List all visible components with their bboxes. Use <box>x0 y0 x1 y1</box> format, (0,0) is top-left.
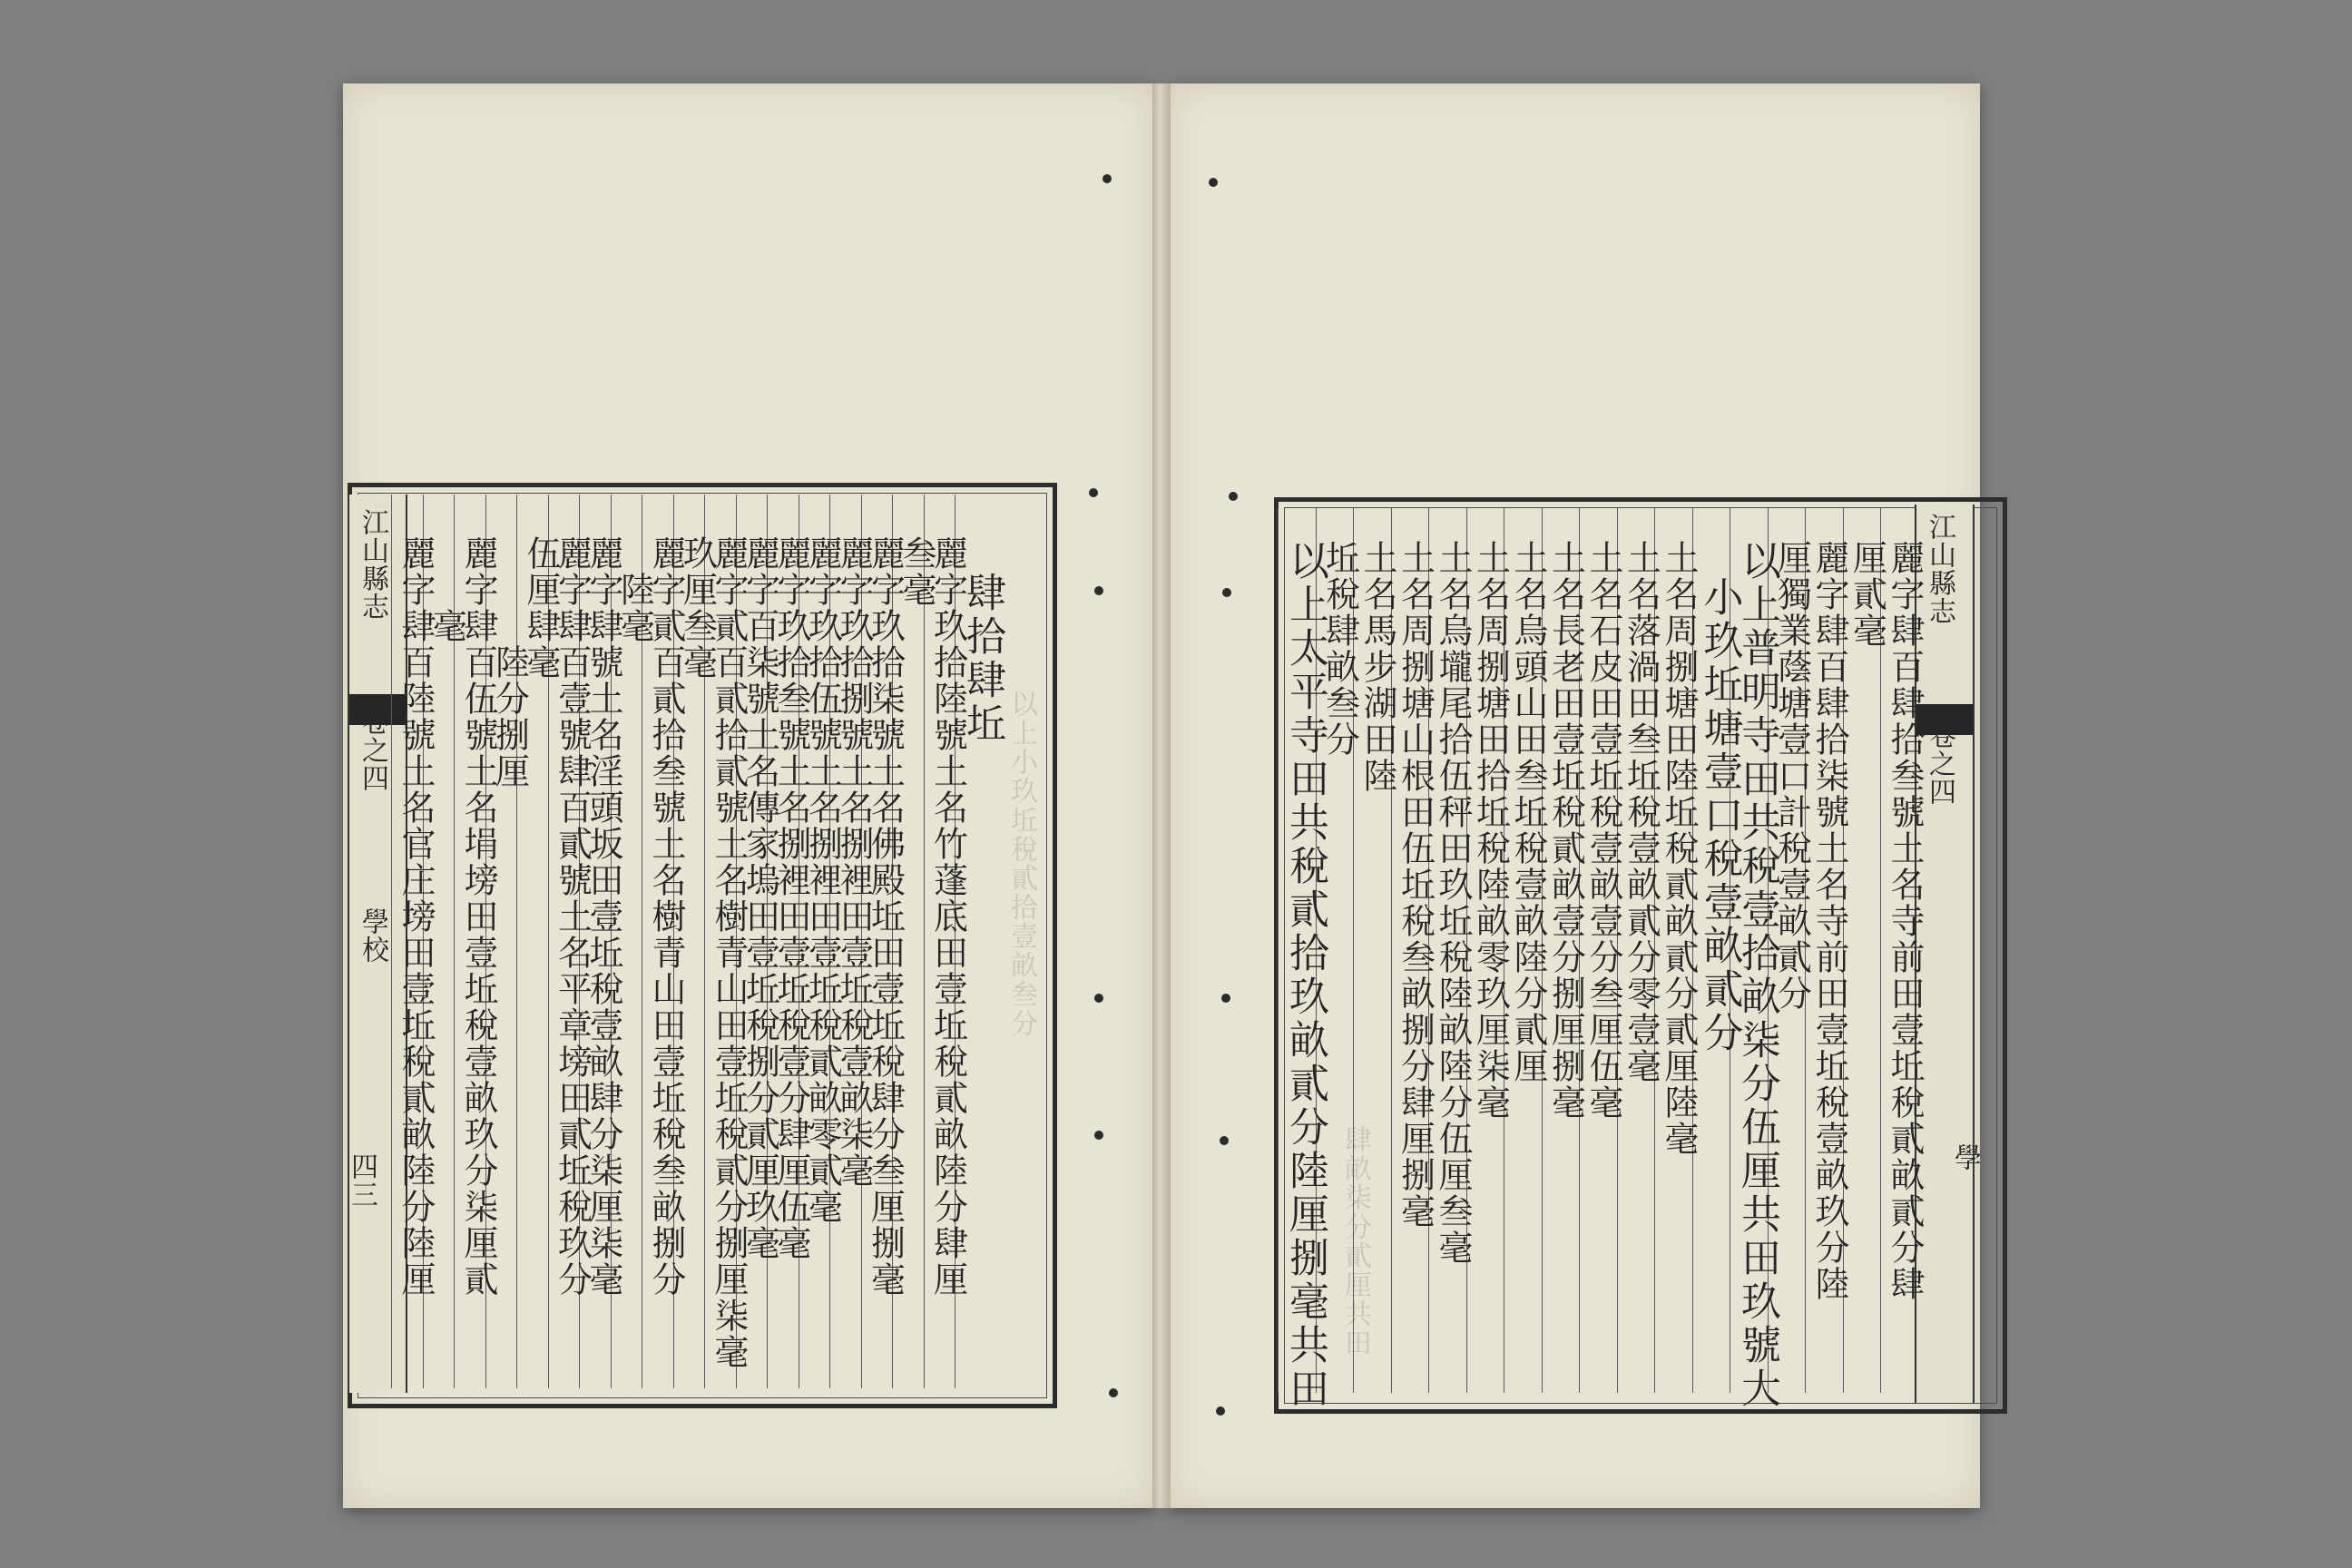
binding-hole <box>1216 1406 1225 1416</box>
text-column: 麗字肆百陸號土名官庄塝田壹坵稅貳畝陸分陸厘 <box>396 535 436 1298</box>
text-column: 毫 <box>426 608 467 644</box>
text-column: 以上普明寺田共稅壹拾畝柒分伍厘共田玖號大 <box>1734 540 1780 1411</box>
binding-hole <box>1094 1131 1103 1140</box>
column-rule <box>391 495 392 1388</box>
column-rule <box>924 495 925 1388</box>
text-column: 坵稅肆畝叁分 <box>1319 540 1360 758</box>
text-column: 陸毫 <box>614 572 655 644</box>
text-column: 小玖坵塘壹口稅壹畝貳分 <box>1696 576 1743 1055</box>
text-column: 土名石皮田壹坵稅壹畝壹分叁厘伍毫 <box>1583 540 1623 1121</box>
text-column: 麗字玖拾柒號土名佛殿坵田壹坵稅肆分叁厘捌毫 <box>865 535 906 1298</box>
binding-hole <box>1089 488 1098 497</box>
binding-hole <box>1220 1136 1229 1145</box>
book-gutter <box>1152 83 1171 1508</box>
text-column: 土名落渦田叁坵稅壹畝貳分零壹毫 <box>1621 540 1661 1084</box>
text-column: 麗字肆百肆拾叁號土名寺前田壹坵稅貳畝貳分肆 <box>1885 540 1925 1302</box>
binding-hole <box>1221 994 1230 1003</box>
text-column: 麗字百柒號土名傳家塢田壹坵稅捌分貳厘玖毫 <box>740 535 780 1261</box>
text-column: 麗字貳百貳拾叁號土名樹青山田壹坵稅叁畝捌分 <box>646 535 686 1298</box>
text-column: 麗字玖拾捌號土名捌裡田壹坵稅壹畝柒毫 <box>834 535 874 1189</box>
right-page-mark: 學 <box>1949 1143 1981 1171</box>
text-column: 土名周捌塘山根田伍坵稅叁畝捌分肆厘捌毫 <box>1395 540 1436 1230</box>
text-column: 土名馬步湖田陸 <box>1357 540 1397 794</box>
text-column: 玖厘叁毫 <box>677 535 718 681</box>
text-column: 麗字玖拾陸號土名竹蓬底田壹坵稅貳畝陸分肆厘 <box>927 535 968 1298</box>
column-rule <box>516 495 517 1388</box>
text-column: 麗字肆百肆拾柒號土名寺前田壹坵稅壹畝玖分陸 <box>1809 540 1849 1302</box>
text-column: 伍厘肆毫 <box>521 535 561 681</box>
binding-hole <box>1109 1388 1118 1397</box>
column-rule <box>1278 508 1279 1393</box>
left-bleed-text: 以上小玖坵稅貳拾壹畝叁分 <box>1005 690 1037 1038</box>
text-column: 厘獨業蔭塘壹口計稅壹畝貳分 <box>1771 540 1812 1012</box>
text-column: 以上太平寺田共稅貳拾玖畝貳分陸厘捌毫共田 <box>1282 540 1328 1411</box>
left-chapter-label: 卷之四 <box>357 708 388 792</box>
binding-hole <box>1209 178 1218 187</box>
right-chapter-label: 卷之四 <box>1924 721 1955 806</box>
right-bleed-text: 肆畝柒分貳厘共田 <box>1339 1125 1371 1357</box>
text-column: 土名長老田壹坵稅貳畝壹分捌厘捌毫 <box>1545 540 1586 1121</box>
text-column: 麗字玖拾叁號土名捌裡田壹坵稅壹分肆厘伍毫 <box>771 535 811 1261</box>
text-column: 陸分捌厘 <box>489 644 530 789</box>
text-column: 土名周捌塘田陸坵稅貳畝貳分貳厘陸毫 <box>1659 540 1699 1157</box>
text-column: 麗字肆百伍號土名埍塝田壹坵稅壹畝玖分柒厘貳 <box>458 535 498 1298</box>
text-column: 厘貳毫 <box>1847 540 1887 649</box>
text-column: 叁毫 <box>897 535 936 608</box>
left-section-label: 學校 <box>357 907 388 964</box>
text-column: 土名烏頭山田叁坵稅壹畝陸分貳厘 <box>1508 540 1548 1084</box>
text-column: 土名烏壠尾拾伍秤田玖坵稅陸畝陸分伍厘叁毫 <box>1433 540 1473 1266</box>
right-margin-title: 江山縣志 <box>1924 513 1955 625</box>
binding-hole <box>1222 588 1231 597</box>
binding-hole <box>1094 586 1103 595</box>
text-column: 麗字玖拾伍號土名捌裡田壹坵稅貳畝零貳毫 <box>802 535 843 1225</box>
text-column: 麗字肆號土名淫頭坂田壹坵稅壹畝肆分柒厘柒毫 <box>583 535 623 1298</box>
left-margin-title: 江山縣志 <box>357 508 388 621</box>
binding-hole <box>1229 492 1238 501</box>
text-column: 麗字肆百壹號肆百貳號土名平章塝田貳坵稅玖分 <box>552 535 593 1298</box>
text-column: 土名周捌塘田拾坵稅陸畝零玖厘柒毫 <box>1470 540 1511 1121</box>
text-column: 麗字貳百貳拾貳號土名樹青山田壹坵稅貳分捌厘柒毫 <box>709 535 749 1370</box>
binding-hole <box>1102 174 1112 183</box>
left-page-mark: 四三 <box>346 1152 377 1209</box>
binding-hole <box>1094 994 1103 1003</box>
text-column: 肆拾肆坵 <box>959 572 1005 746</box>
